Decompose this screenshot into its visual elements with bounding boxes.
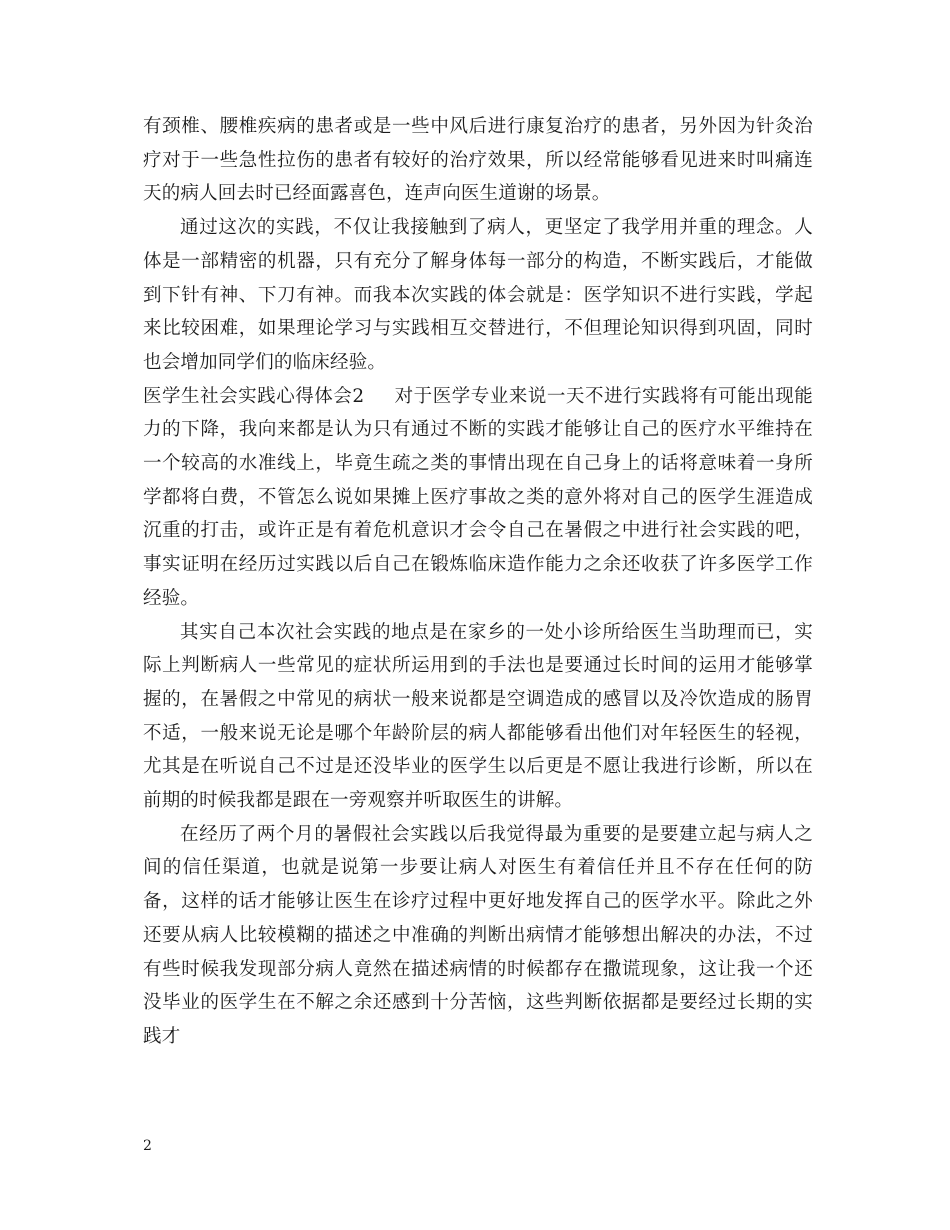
paragraph-section-2-intro	[143, 380, 813, 616]
paragraph-continuation: 有颈椎、腰椎疾病的患者或是一些中风后进行康复治疗的患者，另外因为针灸治疗对于一些急性拉伤的患者有较好的治疗效果，所以经常能够看见进来时叫痛连天的病人回去时已经面露喜色，连声向医生道谢的场景。	[143, 116, 813, 205]
page-number: 2	[143, 1138, 152, 1154]
paragraph-clinic-location: 其实自己本次社会实践的地点是在家乡的一处小诊所给医生当助理而已，实际上判断病人一些常见的症状所运用到的手法也是要通过长时间的运用才能够掌握的，在暑假之中常见的病状一般来说都是空调造成的感冒以及冷饮造成的肠胃不适，一般来说无论是哪个年龄阶层的病人都能够看出他们对年轻医生的轻视，尤其是在听说自己不过是还没毕业的医学生以后更是不愿让我进行诊断，所以在前期的时候我都是跟在一旁观察并听取医生的讲解。	[143, 621, 813, 812]
paragraph-practice-reflection: 通过这次的实践，不仅让我接触到了病人，更坚定了我学用并重的理念。人体是一部精密的机器，只有充分了解身体每一部分的构造，不断实践后，才能做到下针有神、下刀有神。而我本次实践的体会就是：医学知识不进行实践，学起来比较困难，如果理论学习与实践相互交替进行，不但理论知识得到巩固，同时也会增加同学们的临床经验。	[143, 217, 813, 373]
section-2-intro-text: 对于医学专业来说一天不进行实践将有可能出现能力的下降，我向来都是认为只有通过不断的实践才能够让自己的医疗水平维持在一个较高的水准线上，毕竟生疏之类的事情出现在自己身上的话将意味着一身所学都将白费，不管怎么说如果摊上医疗事故之类的意外将对自己的医学生涯造成沉重的打击，或许正是有着危机意识才会令自己在暑假之中进行社会实践的吧，事实证明在经历过实践以后自己在锻炼临床造作能力之余还收获了许多医学工作经验。	[143, 385, 813, 609]
section-heading: 医学生社会实践心得体会2	[143, 385, 365, 407]
paragraph-trust-building: 在经历了两个月的暑假社会实践以后我觉得最为重要的是要建立起与病人之间的信任渠道，也就是说第一步要让病人对医生有着信任并且不存在任何的防备，这样的话才能够让医生在诊疗过程中更好地发挥自己的医学水平。除此之外还要从病人比较模糊的描述之中准确的判断出病情才能够想出解决的办法，不过有些时候我发现部分病人竟然在描述病情的时候都存在撒谎现象，这让我一个还没毕业的医学生在不解之余还感到十分苦恼，这些判断依据都是要经过长期的实践才	[143, 823, 813, 1047]
document-body	[143, 110, 813, 1054]
